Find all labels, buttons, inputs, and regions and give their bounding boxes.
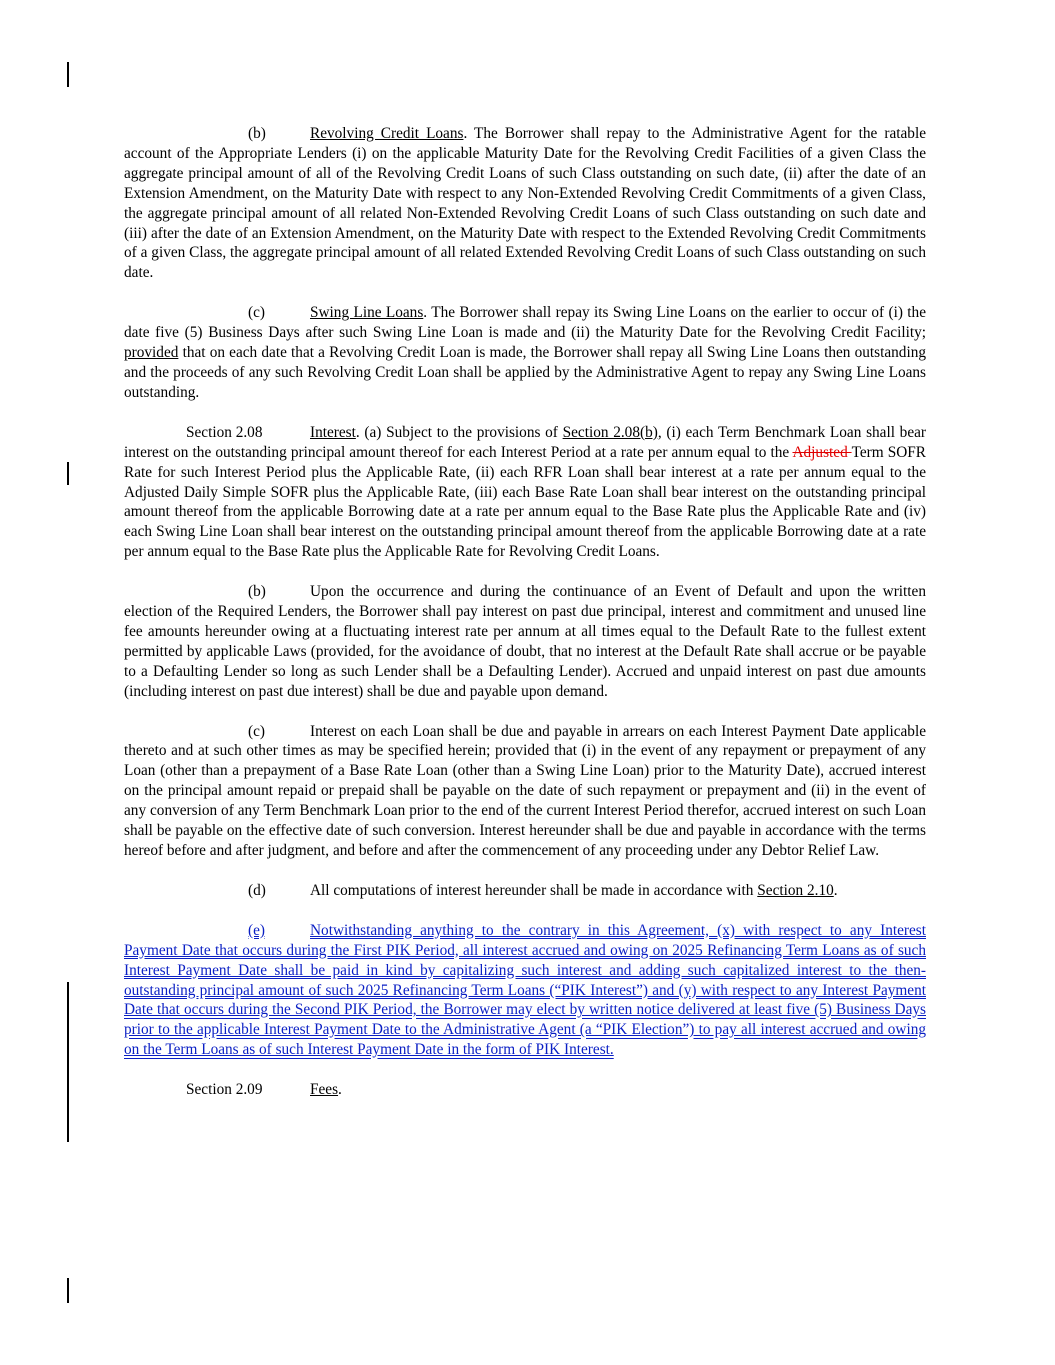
clause-label: (c) — [248, 304, 265, 322]
section-title: Fees — [310, 1081, 339, 1099]
clause-text: . The Borrower shall repay to the Administrative Agent for the ratable account of the Appropriate Lenders (i) on the applicable Maturity Date for the Revolving Credit Facilities of a given Class the aggregate principal amount of all of the Revolving Credit Loans of such Class outstanding on such date, (ii) after the date of an Extension Amendment, on the Maturity Date with respect to any Non-Extended Revolving Credit Commitments of a given Class, the aggregate principal amount of all related Non-Extended Revolving Credit Loans of such Class outstanding on such date and (iii) after the date of an Extension Amendment, on the Maturity Date with respect to the Extended Revolving Credit Commitments of a given Class, the aggregate principal amount of all related Extended Revolving Credit Loans of such Class outstanding on such date. — [124, 125, 926, 282]
change-bar-bottom — [67, 1278, 69, 1303]
section-reference: Section 2.10 — [757, 881, 834, 899]
section-reference: Section 2.08(b) — [562, 423, 658, 441]
clause-text: Interest on each Loan shall be due and payable in arrears on each Interest Payment Date applicable thereto and at such other times as may be specified herein; provided that (i) in the event of any repayment or prepayment of any Loan (other than a prepayment of a Base Rate Loan (other than a Swing Line Loan) prior to the Maturity Date), accrued interest on the principal amount repaid or prepaid shall be payable on the date of such repayment or prepayment and (ii) in the event of any conversion of any Term Benchmark Loan prior to the end of the current Interest Period therefor, accrued interest on such Loan shall be payable on the effective date of such conversion. Interest hereunder shall be due and payable in accordance with the terms hereof before and after judgment, and before and after the commencement of any proceeding under any Debtor Relief Law. — [124, 722, 926, 859]
clause-label: (d) — [248, 881, 266, 899]
clause-text: that on each date that a Revolving Credit Loan is made, the Borrower shall repay all Swing Line Loans then outstanding and the proceeds of any such Revolving Credit Loan shall be applied by the Administrative Agent to repay any Swing Line Loans outstanding. — [124, 344, 926, 401]
period: . — [833, 881, 838, 899]
paragraph-computations — [124, 881, 926, 901]
paragraph-pik-interest-inserted — [124, 921, 926, 1060]
clause-text: . The Borrower shall repay its Swing Line Loans on the earlier to occur of (i) the date five (5) Business Days after such Swing Line Loan is made and (ii) the Maturity Date for the Revolving Credit Facility; — [124, 304, 926, 342]
clause-text: Upon the occurrence and during the continuance of an Event of Default and upon the written election of the Required Lenders, the Borrower shall pay interest on past due principal, interest and commitment and unused line fee amounts hereunder owing at a fluctuating interest rate per annum at all times equal to the Default Rate to the fullest extent permitted by applicable Laws (provided, for the avoidance of doubt, that no interest at the Default Rate shall accrue or be payable to a Defaulting Lender so long as such Lender shall be a Defaulting Lender). Accrued and unpaid interest on past due amounts (including interest on past due interest) shall be due and payable upon demand. — [124, 583, 926, 700]
paragraph-section-2-09 — [124, 1080, 926, 1100]
section-title: Interest — [310, 423, 356, 441]
clause-label: (c) — [248, 722, 265, 740]
inserted-clause-label: (e) — [248, 921, 265, 939]
clause-title: Swing Line Loans — [310, 304, 424, 322]
paragraph-swing-line-loans — [124, 303, 926, 403]
clause-label: (b) — [248, 583, 266, 601]
paragraph-interest-payment — [124, 722, 926, 861]
deleted-text: Adjusted — [792, 443, 852, 461]
period: . — [338, 1081, 342, 1099]
change-bar-top — [67, 62, 69, 87]
clause-text: Term SOFR Rate for such Interest Period plus the Applicable Rate, (ii) each RFR Loan shall bear interest at a rate per annum equal to the Adjusted Daily Simple SOFR plus the Applicable Rate, (iii) each Base Rate Loan shall bear interest on the outstanding principal amount thereof from the applicable Borrowing date at a rate per annum equal to the Base Rate plus the Applicable Rate and (iv) each Swing Line Loan shall bear interest on the outstanding principal amount thereof from the applicable Borrowing date at a rate per annum equal to the Base Rate plus the Applicable Rate for Revolving Credit Loans. — [124, 443, 926, 561]
paragraph-default-interest — [124, 582, 926, 701]
change-bar-adjusted — [67, 462, 69, 485]
clause-title: Revolving Credit Loans — [310, 125, 464, 142]
change-bar-section-e — [67, 982, 69, 1142]
paragraph-section-2-08 — [124, 423, 926, 562]
section-number: Section 2.08 — [186, 423, 263, 441]
clause-text: All computations of interest hereunder shall be made in accordance with — [310, 881, 758, 899]
clause-label: (b) — [248, 125, 266, 142]
section-number: Section 2.09 — [186, 1081, 263, 1099]
clause-text: , (i) each Term Benchmark Loan shall bear interest on the outstanding principal amount thereof for each Interest Period at a rate per annum equal to the — [124, 423, 926, 461]
clause-text: . (a) Subject to the provisions of — [355, 423, 563, 441]
inserted-text: Notwithstanding anything to the contrary in this Agreement, (x) with respect to any Interest Payment Date that occurs during the First PIK Period, all interest accrued and owing on 2025 Refinancing Term Loans as of such Interest Payment Date shall be paid in kind by capitalizing such interest and adding such capitalized interest to the then-outstanding principal amount of such 2025 Refinancing Term Loans (“PIK Interest”) and (y) with respect to any Interest Payment Date that occurs during the Second PIK Period, the Borrower may elect by written notice delivered at least five (5) Business Days prior to the applicable Interest Payment Date to the Administrative Agent (a “PIK Election”) to pay all interest accrued and owing on the Term Loans as of such Interest Payment Date in the form of PIK Interest. — [124, 921, 926, 1059]
provided-term: provided — [124, 344, 179, 362]
paragraph-revolving-credit-loans — [124, 124, 926, 283]
document-body — [124, 124, 926, 1120]
